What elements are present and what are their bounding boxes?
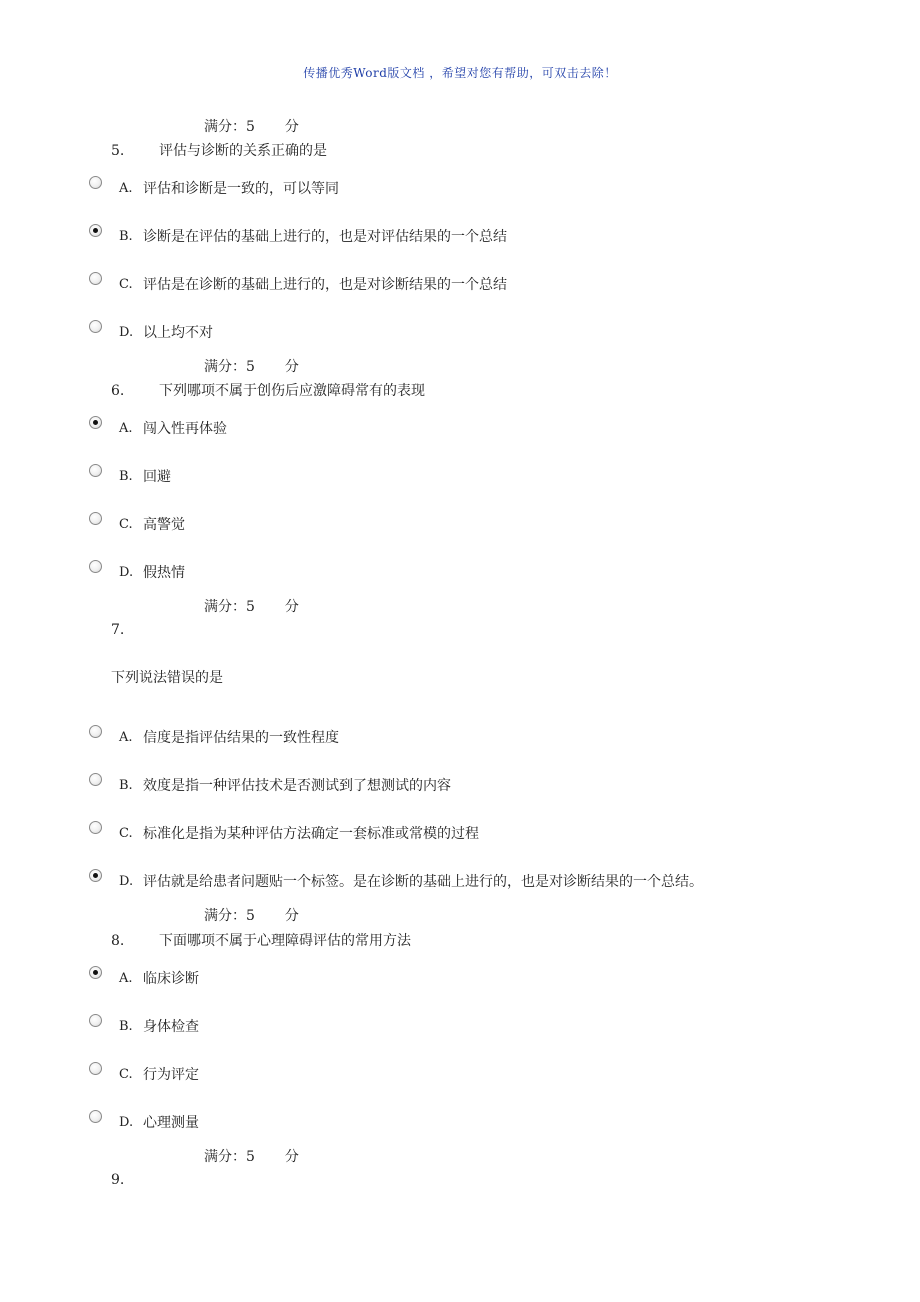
score-line bbox=[204, 905, 299, 925]
option-letter: B. bbox=[119, 777, 133, 793]
score-label: 满分：5 bbox=[204, 359, 255, 375]
score-line bbox=[204, 596, 299, 616]
score-label: 满分：5 bbox=[204, 1149, 255, 1165]
option-letter: B. bbox=[119, 228, 133, 244]
option-letter: C. bbox=[119, 516, 133, 532]
option-8-b[interactable] bbox=[89, 1016, 199, 1036]
option-letter: C. bbox=[119, 1066, 133, 1082]
option-7-d[interactable] bbox=[89, 871, 703, 891]
question-5 bbox=[111, 140, 327, 160]
question-number: 8. bbox=[111, 933, 125, 949]
radio-unchecked-icon[interactable] bbox=[89, 821, 102, 834]
option-letter: D. bbox=[119, 564, 134, 580]
option-text: 心理测量 bbox=[143, 1115, 199, 1131]
option-text: 身体检查 bbox=[143, 1019, 199, 1035]
question-number: 9. bbox=[111, 1172, 125, 1188]
option-5-c[interactable] bbox=[89, 274, 507, 294]
option-6-c[interactable] bbox=[89, 514, 185, 534]
option-7-c[interactable] bbox=[89, 823, 479, 843]
score-unit: 分 bbox=[284, 1149, 299, 1165]
score-label: 满分：5 bbox=[204, 599, 255, 615]
radio-unchecked-icon[interactable] bbox=[89, 725, 102, 738]
option-5-a[interactable] bbox=[89, 178, 339, 198]
score-label: 满分：5 bbox=[204, 119, 255, 135]
option-letter: C. bbox=[119, 276, 133, 292]
radio-unchecked-icon[interactable] bbox=[89, 176, 102, 189]
question-number: 5. bbox=[111, 143, 125, 159]
score-unit: 分 bbox=[284, 359, 299, 375]
option-letter: A. bbox=[119, 420, 133, 436]
score-line bbox=[204, 1146, 299, 1166]
option-letter: D. bbox=[119, 873, 134, 889]
question-number: 6. bbox=[111, 383, 125, 399]
radio-unchecked-icon[interactable] bbox=[89, 320, 102, 333]
option-letter: A. bbox=[119, 729, 133, 745]
option-text: 行为评定 bbox=[143, 1067, 199, 1083]
option-text: 评估是在诊断的基础上进行的，也是对诊断结果的一个总结 bbox=[143, 277, 507, 293]
option-text: 评估和诊断是一致的，可以等同 bbox=[143, 181, 339, 197]
question-text: 下列说法错误的是 bbox=[111, 670, 223, 686]
radio-checked-icon[interactable] bbox=[89, 416, 102, 429]
option-text: 闯入性再体验 bbox=[143, 421, 227, 437]
option-7-b[interactable] bbox=[89, 775, 451, 795]
radio-checked-icon[interactable] bbox=[89, 224, 102, 237]
radio-unchecked-icon[interactable] bbox=[89, 560, 102, 573]
option-text: 评估就是给患者问题贴一个标签。是在诊断的基础上进行的，也是对诊断结果的一个总结。 bbox=[143, 874, 703, 890]
watermark-header: 传播优秀Word版文档 ，希望对您有帮助，可双击去除！ bbox=[303, 66, 617, 80]
question-text: 评估与诊断的关系正确的是 bbox=[159, 143, 327, 159]
radio-unchecked-icon[interactable] bbox=[89, 773, 102, 786]
question-6 bbox=[111, 380, 425, 400]
option-6-a[interactable] bbox=[89, 418, 227, 438]
option-letter: A. bbox=[119, 180, 133, 196]
question-number: 7. bbox=[111, 622, 125, 638]
option-5-d[interactable] bbox=[89, 322, 213, 342]
option-text: 诊断是在评估的基础上进行的，也是对评估结果的一个总结 bbox=[143, 229, 507, 245]
question-text: 下面哪项不属于心理障碍评估的常用方法 bbox=[159, 933, 411, 949]
score-unit: 分 bbox=[284, 908, 299, 924]
option-text: 效度是指一种评估技术是否测试到了想测试的内容 bbox=[143, 778, 451, 794]
option-letter: D. bbox=[119, 1114, 134, 1130]
radio-checked-icon[interactable] bbox=[89, 966, 102, 979]
score-line bbox=[204, 116, 299, 136]
option-letter: A. bbox=[119, 970, 133, 986]
radio-unchecked-icon[interactable] bbox=[89, 1062, 102, 1075]
score-unit: 分 bbox=[284, 599, 299, 615]
option-text: 标准化是指为某种评估方法确定一套标准或常模的过程 bbox=[143, 826, 479, 842]
option-text: 高警觉 bbox=[143, 517, 185, 533]
option-text: 信度是指评估结果的一致性程度 bbox=[143, 730, 339, 746]
question-8 bbox=[111, 930, 411, 950]
radio-unchecked-icon[interactable] bbox=[89, 272, 102, 285]
option-8-d[interactable] bbox=[89, 1112, 199, 1132]
option-text: 以上均不对 bbox=[143, 325, 213, 341]
option-text: 回避 bbox=[143, 469, 171, 485]
radio-unchecked-icon[interactable] bbox=[89, 1014, 102, 1027]
score-line bbox=[204, 356, 299, 376]
option-letter: C. bbox=[119, 825, 133, 841]
option-6-d[interactable] bbox=[89, 562, 185, 582]
option-8-a[interactable] bbox=[89, 968, 199, 988]
radio-unchecked-icon[interactable] bbox=[89, 464, 102, 477]
option-6-b[interactable] bbox=[89, 466, 171, 486]
radio-unchecked-icon[interactable] bbox=[89, 512, 102, 525]
radio-checked-icon[interactable] bbox=[89, 869, 102, 882]
option-letter: B. bbox=[119, 468, 133, 484]
option-letter: B. bbox=[119, 1018, 133, 1034]
option-8-c[interactable] bbox=[89, 1064, 199, 1084]
option-5-b[interactable] bbox=[89, 226, 507, 246]
option-text: 临床诊断 bbox=[143, 971, 199, 987]
option-letter: D. bbox=[119, 324, 134, 340]
option-7-a[interactable] bbox=[89, 727, 339, 747]
score-label: 满分：5 bbox=[204, 908, 255, 924]
radio-unchecked-icon[interactable] bbox=[89, 1110, 102, 1123]
score-unit: 分 bbox=[284, 119, 299, 135]
option-text: 假热情 bbox=[143, 565, 185, 581]
question-text: 下列哪项不属于创伤后应激障碍常有的表现 bbox=[159, 383, 425, 399]
